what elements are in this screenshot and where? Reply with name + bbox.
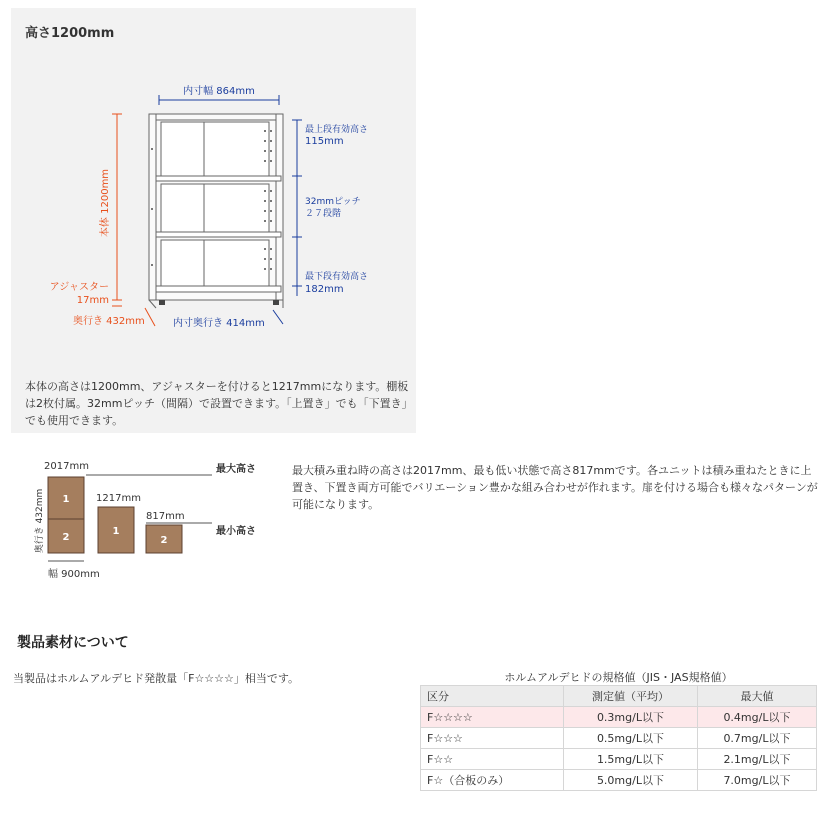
inner-width-label: 内寸幅 864mm [183,86,255,97]
stacking-description: 最大積み重ね時の高さは2017mm、最も低い状態で高さ817mmです。各ユニットは積み重ねたときに上置き、下置き両方可能でバリエーション豊かな組み合わせが作れます。扉を付ける場合も様々なパターンが可能になります。 [292,464,818,511]
header-measured: 測定値（平均） [564,686,698,707]
inner-depth-label: 内寸奥行き 414mm [173,318,265,329]
top-effective-label-1: 最上段有効高さ [305,125,369,135]
stack-unit-1-label: 1 [62,494,70,505]
table-row [421,728,817,749]
formaldehyde-table-caption: ホルムアルデヒドの規格値（JIS・JAS規格値） [504,671,733,684]
stack-depth-label: 奥行き 432mm [35,488,45,554]
header-max: 最大値 [697,686,816,707]
material-section-title: 製品素材について [17,635,129,651]
top-effective-label-2: 115mm [305,136,344,147]
height-min-label: 817mm [146,511,185,522]
adjuster-foot-left [159,300,165,305]
adjuster-foot-right [273,300,279,305]
depth-label: 奥行き 432mm [73,316,145,327]
row-max: 7.0mg/L以下 [697,770,816,791]
height-max-label: 2017mm [44,461,89,472]
table-row [421,707,817,728]
row-max: 2.1mg/L以下 [697,749,816,770]
material-text: 当製品はホルムアルデヒド発散量「F☆☆☆☆」相当です。 [13,672,300,685]
row-max: 0.4mg/L以下 [697,707,816,728]
row-measured: 0.5mg/L以下 [564,728,698,749]
inner-depth-dimension [273,310,283,324]
row-measured: 0.3mg/L以下 [564,707,698,728]
right-height-dimensions [292,120,302,296]
shelf-diagram-panel [11,8,416,433]
row-category: F☆☆ [421,749,564,770]
header-category: 区分 [421,686,564,707]
body-height-dimension [112,114,122,306]
stack-unit-2-label: 2 [62,532,70,543]
table-header-row [421,686,817,707]
stack-width-label: 幅 900mm [48,569,100,580]
stacking-diagram [35,455,265,585]
row-max: 0.7mg/L以下 [697,728,816,749]
table-row [421,770,817,791]
adjuster-label-2: 17mm [76,295,109,306]
min-height-label: 最小高さ [216,526,256,537]
adjuster-label-1: アジャスター [49,282,109,293]
row-category: F☆☆☆ [421,728,564,749]
bottom-effective-label-1: 最下段有効高さ [305,272,369,282]
pitch-label-1: 32mmピッチ [305,197,361,207]
panel-title: 高さ1200mm [25,26,115,41]
pitch-label-2: ２７段階 [305,209,342,219]
body-height-label: 本体 1200mm [100,168,111,238]
depth-dimension [145,308,155,326]
max-height-label: 最大高さ [216,464,256,475]
row-measured: 1.5mg/L以下 [564,749,698,770]
height-mid-label: 1217mm [96,493,141,504]
shelf-description: 本体の高さは1200mm、アジャスターを付けると1217mmになります。棚板は2枚付属。32mmピッチ（間隔）で設置できます。「上置き」でも「下置き」でも使用できます。 [25,380,409,427]
single-unit-2-label: 2 [160,535,168,546]
row-category: F☆☆☆☆ [421,707,564,728]
single-unit-1-label: 1 [112,526,120,537]
shelf-drawing [149,114,283,308]
shelf-dimension-diagram [11,8,416,368]
row-measured: 5.0mg/L以下 [564,770,698,791]
row-category: F☆（合板のみ） [421,770,564,791]
table-row [421,749,817,770]
formaldehyde-table [420,685,817,791]
bottom-effective-label-2: 182mm [305,284,344,295]
